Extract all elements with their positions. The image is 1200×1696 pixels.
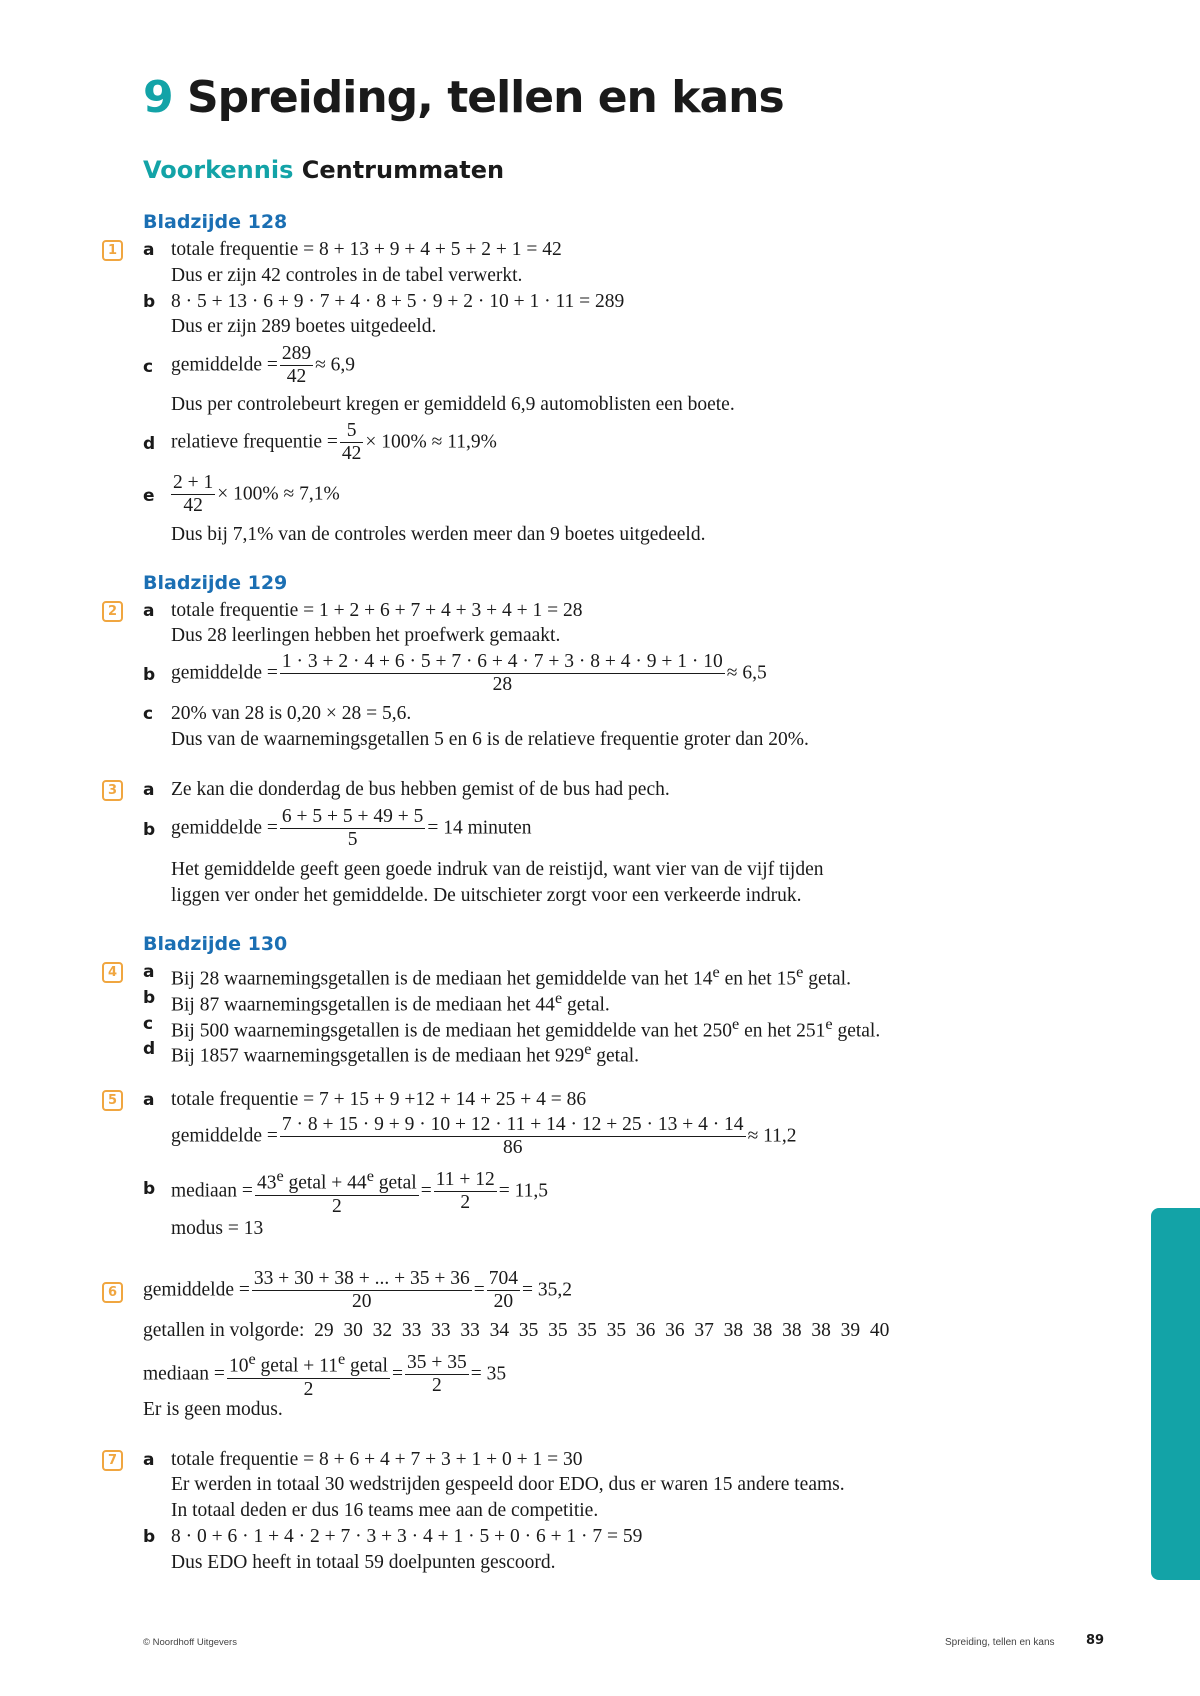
exercise-number-badge: 7: [102, 1450, 123, 1471]
ex1-e-formula: $\frac{2 + 1}{42}$ × 100% ≈ 7,1%: [173, 472, 340, 516]
exercise-number-badge: 1: [102, 240, 123, 261]
part-label: d: [143, 434, 156, 454]
ex5-b-formula: mediaan = 43e getal + $44^e$ getal 2 = $\frac{11 + 12}{2}$ = 11,5: [171, 1167, 548, 1217]
part-label: b: [143, 820, 156, 840]
ex6-mean-formula: gemiddelde = $\frac{33 + 30 + 38 + ... + 35 + 36}{20}$ = $\frac{704}{20}$ = 35,2: [143, 1268, 572, 1312]
page-heading-128: Bladzijde 128: [143, 211, 288, 233]
section-title-text: Centrummaten: [301, 156, 505, 184]
ex4-b-line: Bij 87 waarnemingsgetallen is de mediaan het 44e getal.: [171, 989, 610, 1016]
exercise-number-badge: 6: [102, 1282, 123, 1303]
ex3-b-line2: Het gemiddelde geeft geen goede indruk van de reistijd, want vier van de vijf tijden: [171, 859, 824, 880]
ex3-b-line3: liggen ver onder het gemiddelde. De uitschieter zorgt voor een verkeerde indruk.: [171, 885, 802, 906]
chapter-number: 9: [143, 72, 173, 123]
ex2-a-line1: totale frequentie = 1 + 2 + 6 + 7 + 4 + 3 + 4 + 1 = 28: [171, 600, 583, 621]
part-label: c: [143, 704, 154, 724]
page-heading-130: Bladzijde 130: [143, 933, 288, 955]
ex1-b-line2: Dus er zijn 289 boetes uitgedeeld.: [171, 316, 437, 337]
part-label: a: [143, 601, 155, 621]
part-label: a: [143, 240, 155, 260]
ex3-b-formula: gemiddelde = $\frac{6 + 5 + 5 + 49 + 5}{5}$ = 14 minuten: [171, 806, 532, 850]
ex1-a-line2: Dus er zijn 42 controles in de tabel verwerkt.: [171, 265, 523, 286]
ex1-e-line2: Dus bij 7,1% van de controles werden meer dan 9 boetes uitgedeeld.: [171, 524, 706, 545]
ex5-a-line1: totale frequentie = 7 + 15 + 9 +12 + 14 + 25 + 4 = 86: [171, 1089, 587, 1110]
page-number: 89: [1086, 1633, 1105, 1648]
chapter-title-text: Spreiding, tellen en kans: [186, 72, 784, 123]
ex1-a-line1: totale frequentie = 8 + 13 + 9 + 4 + 5 + 2 + 1 = 42: [171, 239, 562, 260]
ex2-c-line1: 20% van 28 is 0,20 × 28 = 5,6.: [171, 703, 412, 724]
ex7-a-line3: In totaal deden er dus 16 teams mee aan de competitie.: [171, 1500, 599, 1521]
ex2-b-formula: gemiddelde = 1 · 3 + 2 · 4 + 6 · 5 + 7 · 6 + 4 · 7 + 3 · 8 + 4 · 9 + 1 · 10 28 ≈ 6,5: [171, 651, 767, 695]
part-label: a: [143, 1090, 155, 1110]
part-label: c: [143, 1014, 154, 1034]
part-label: b: [143, 988, 156, 1008]
footer-publisher: © Noordhoff Uitgevers: [143, 1637, 237, 1648]
ex3-a-line1: Ze kan die donderdag de bus hebben gemist of de bus had pech.: [171, 779, 670, 800]
part-label: b: [143, 1179, 156, 1199]
ex2-c-line2: Dus van de waarnemingsgetallen 5 en 6 is de relatieve frequentie groter dan 20%.: [171, 729, 809, 750]
part-label: e: [143, 486, 155, 506]
ex6-median-formula: mediaan = 10e getal + $11^e$ getal 2 = $\frac{35 + 35}{2}$ = 35: [143, 1350, 507, 1400]
part-label: a: [143, 1450, 155, 1470]
ex1-c-line2: Dus per controlebeurt kregen er gemiddeld 6,9 automoblisten een boete.: [171, 394, 735, 415]
chapter-title: [143, 72, 784, 123]
ex7-a-line2: Er werden in totaal 30 wedstrijden gespeeld door EDO, dus er waren 15 andere teams.: [171, 1474, 845, 1495]
section-keyword: Voorkennis: [143, 156, 294, 184]
exercise-number-badge: 3: [102, 780, 123, 801]
ex7-b-line2: Dus EDO heeft in totaal 59 doelpunten gescoord.: [171, 1552, 556, 1573]
footer-chapter-title: Spreiding, tellen en kans: [945, 1637, 1055, 1648]
exercise-number-badge: 4: [102, 962, 123, 983]
exercise-number-badge: 2: [102, 601, 123, 622]
part-label: c: [143, 357, 154, 377]
ex7-b-line1: 8 · 0 + 6 · 1 + 4 · 2 + 7 · 3 + 3 · 4 + 1 · 5 + 0 · 6 + 1 · 7 = 59: [171, 1526, 643, 1547]
ex6-no-mode: Er is geen modus.: [143, 1399, 283, 1420]
part-label: b: [143, 1527, 156, 1547]
ex2-a-line2: Dus 28 leerlingen hebben het proefwerk gemaakt.: [171, 625, 561, 646]
section-title: [143, 156, 504, 184]
ex1-c-formula: gemiddelde = $\frac{289}{42}$ ≈ 6,9: [171, 343, 356, 387]
part-label: d: [143, 1039, 156, 1059]
ex1-b-line1: 8 · 5 + 13 · 6 + 9 · 7 + 4 · 8 + 5 · 9 + 2 · 10 + 1 · 11 = 289: [171, 291, 625, 312]
ex4-d-line: Bij 1857 waarnemingsgetallen is de mediaan het 929e getal.: [171, 1040, 640, 1067]
ex1-d-formula: relatieve frequentie = $\frac{5}{42}$ × 100% ≈ 11,9%: [171, 420, 497, 464]
part-label: b: [143, 292, 156, 312]
exercise-number-badge: 5: [102, 1090, 123, 1111]
ex7-a-line1: totale frequentie = 8 + 6 + 4 + 7 + 3 + 1 + 0 + 1 = 30: [171, 1449, 583, 1470]
chapter-side-tab: [1151, 1208, 1200, 1580]
ex5-a-formula: gemiddelde = 7 · 8 + 15 · 9 + 9 · 10 + 12 · 11 + 14 · 12 + 25 · 13 + 4 · 14 86 ≈ 11,2: [171, 1114, 797, 1158]
part-label: a: [143, 780, 155, 800]
ex4-c-line: Bij 500 waarnemingsgetallen is de mediaan het gemiddelde van het 250e en het 251e getal.: [171, 1015, 881, 1042]
page-heading-129: Bladzijde 129: [143, 572, 288, 594]
part-label: b: [143, 665, 156, 685]
ex6-ordered-values: getallen in volgorde: 29 30 32 33 33 33 34 35 35 35 35 36 36 37 38 38 38 38 39 40: [143, 1320, 890, 1341]
ex4-a-line: Bij 28 waarnemingsgetallen is de mediaan het gemiddelde van het 14e en het 15e getal.: [171, 963, 851, 990]
ex5-b-modus: modus = 13: [171, 1218, 264, 1239]
part-label: a: [143, 962, 155, 982]
